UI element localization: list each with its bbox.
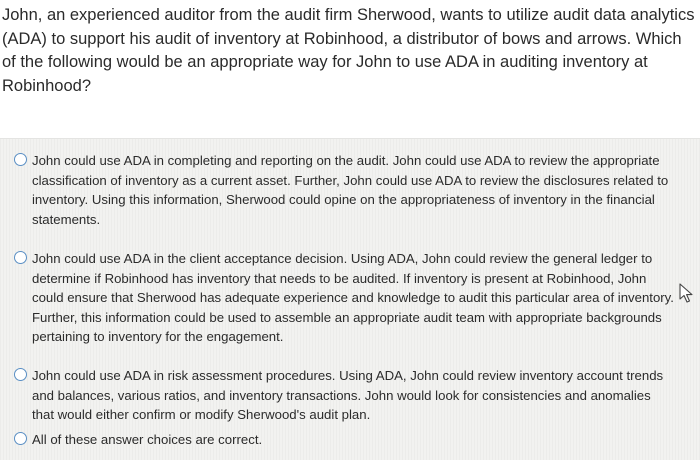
answer-option-2[interactable] xyxy=(14,249,674,347)
answer-option-1[interactable] xyxy=(14,151,674,229)
answer-option-text: John could use ADA in risk assessment procedures. Using ADA, John could review inventory account trends and balances, various ratios, and inventory transactions. John would look for consistencies and anomalies that would either confirm or modify Sherwood's audit plan. xyxy=(32,368,664,422)
answer-option-text: John could use ADA in completing and reporting on the audit. John could use ADA to review the appropriate classification of inventory as a current asset. Further, John could use ADA to review the disclosures related to inventory. Using this information, Sherwood could opine on the appropriateness of inventory in the financial statements. xyxy=(32,153,669,227)
question-text: John, an experienced auditor from the audit firm Sherwood, wants to utilize audit data analytics (ADA) to support his audit of inventory at Robinhood, a distributor of bows and arrows. Which of the following would be an appropriate way for John to use ADA in auditing inventory at Robinhood? xyxy=(2,6,695,95)
radio-button-icon[interactable] xyxy=(14,368,27,381)
answer-option-text: John could use ADA in the client acceptance decision. Using ADA, John could review the general ledger to determine if Robinhood has inventory that needs to be audited. If inventory is present at Robinhood, John could ensure that Sherwood has adequate experience and knowledge to audit this particular area of inventory. Further, this information could be used to assemble an appropriate audit team with appropriate backgrounds pertaining to inventory for the engagement. xyxy=(32,251,674,344)
answer-option-text: All of these answer choices are correct. xyxy=(32,432,263,447)
radio-button-icon[interactable] xyxy=(14,432,27,445)
answer-option-4[interactable] xyxy=(14,430,674,450)
radio-button-icon[interactable] xyxy=(14,251,27,264)
answer-choices xyxy=(0,138,700,460)
radio-button-icon[interactable] xyxy=(14,153,27,166)
mouse-pointer-icon xyxy=(678,283,694,303)
answer-option-3[interactable] xyxy=(14,366,674,425)
